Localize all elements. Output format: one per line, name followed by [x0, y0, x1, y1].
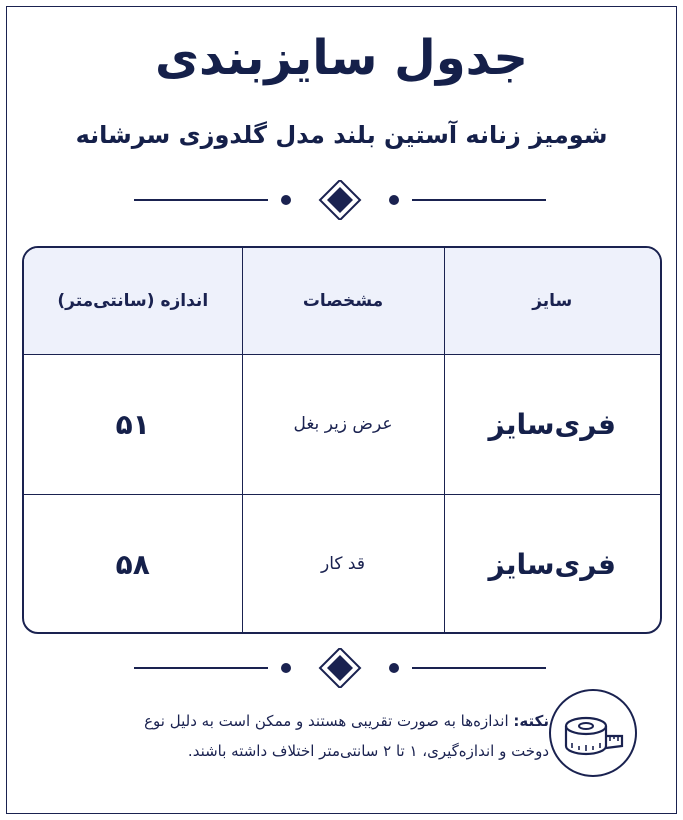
spec-cell: عرض زیر بغل [242, 354, 444, 494]
page-subtitle: شومیز زنانه آستین بلند مدل گلدوزی سرشانه [75, 121, 608, 149]
size-table [22, 246, 662, 634]
diamond-ornament-icon [120, 648, 560, 688]
header-measurement: اندازه (سانتی‌متر) [24, 248, 242, 354]
measurement-cell: ۵۱ [24, 354, 242, 494]
measurement-cell: ۵۸ [24, 494, 242, 634]
size-cell: فری‌سایز [444, 354, 660, 494]
note-text [119, 706, 549, 766]
page-title: جدول سایزبندی [155, 30, 528, 86]
measuring-tape-icon [548, 688, 638, 778]
table-row [24, 494, 660, 634]
spec-cell: قد کار [242, 494, 444, 634]
table-header-row [24, 248, 660, 354]
table-row [24, 354, 660, 494]
header-size: سایز [444, 248, 660, 354]
header-spec: مشخصات [242, 248, 444, 354]
note-body: اندازه‌ها به صورت تقریبی هستند و ممکن است به دلیل نوع دوخت و اندازه‌گیری، ۱ تا ۲ سانتی‌متر اختلاف داشته باشند. [144, 712, 549, 760]
size-cell: فری‌سایز [444, 494, 660, 634]
note-label: نکته: [513, 712, 549, 730]
diamond-ornament-icon [120, 180, 560, 220]
